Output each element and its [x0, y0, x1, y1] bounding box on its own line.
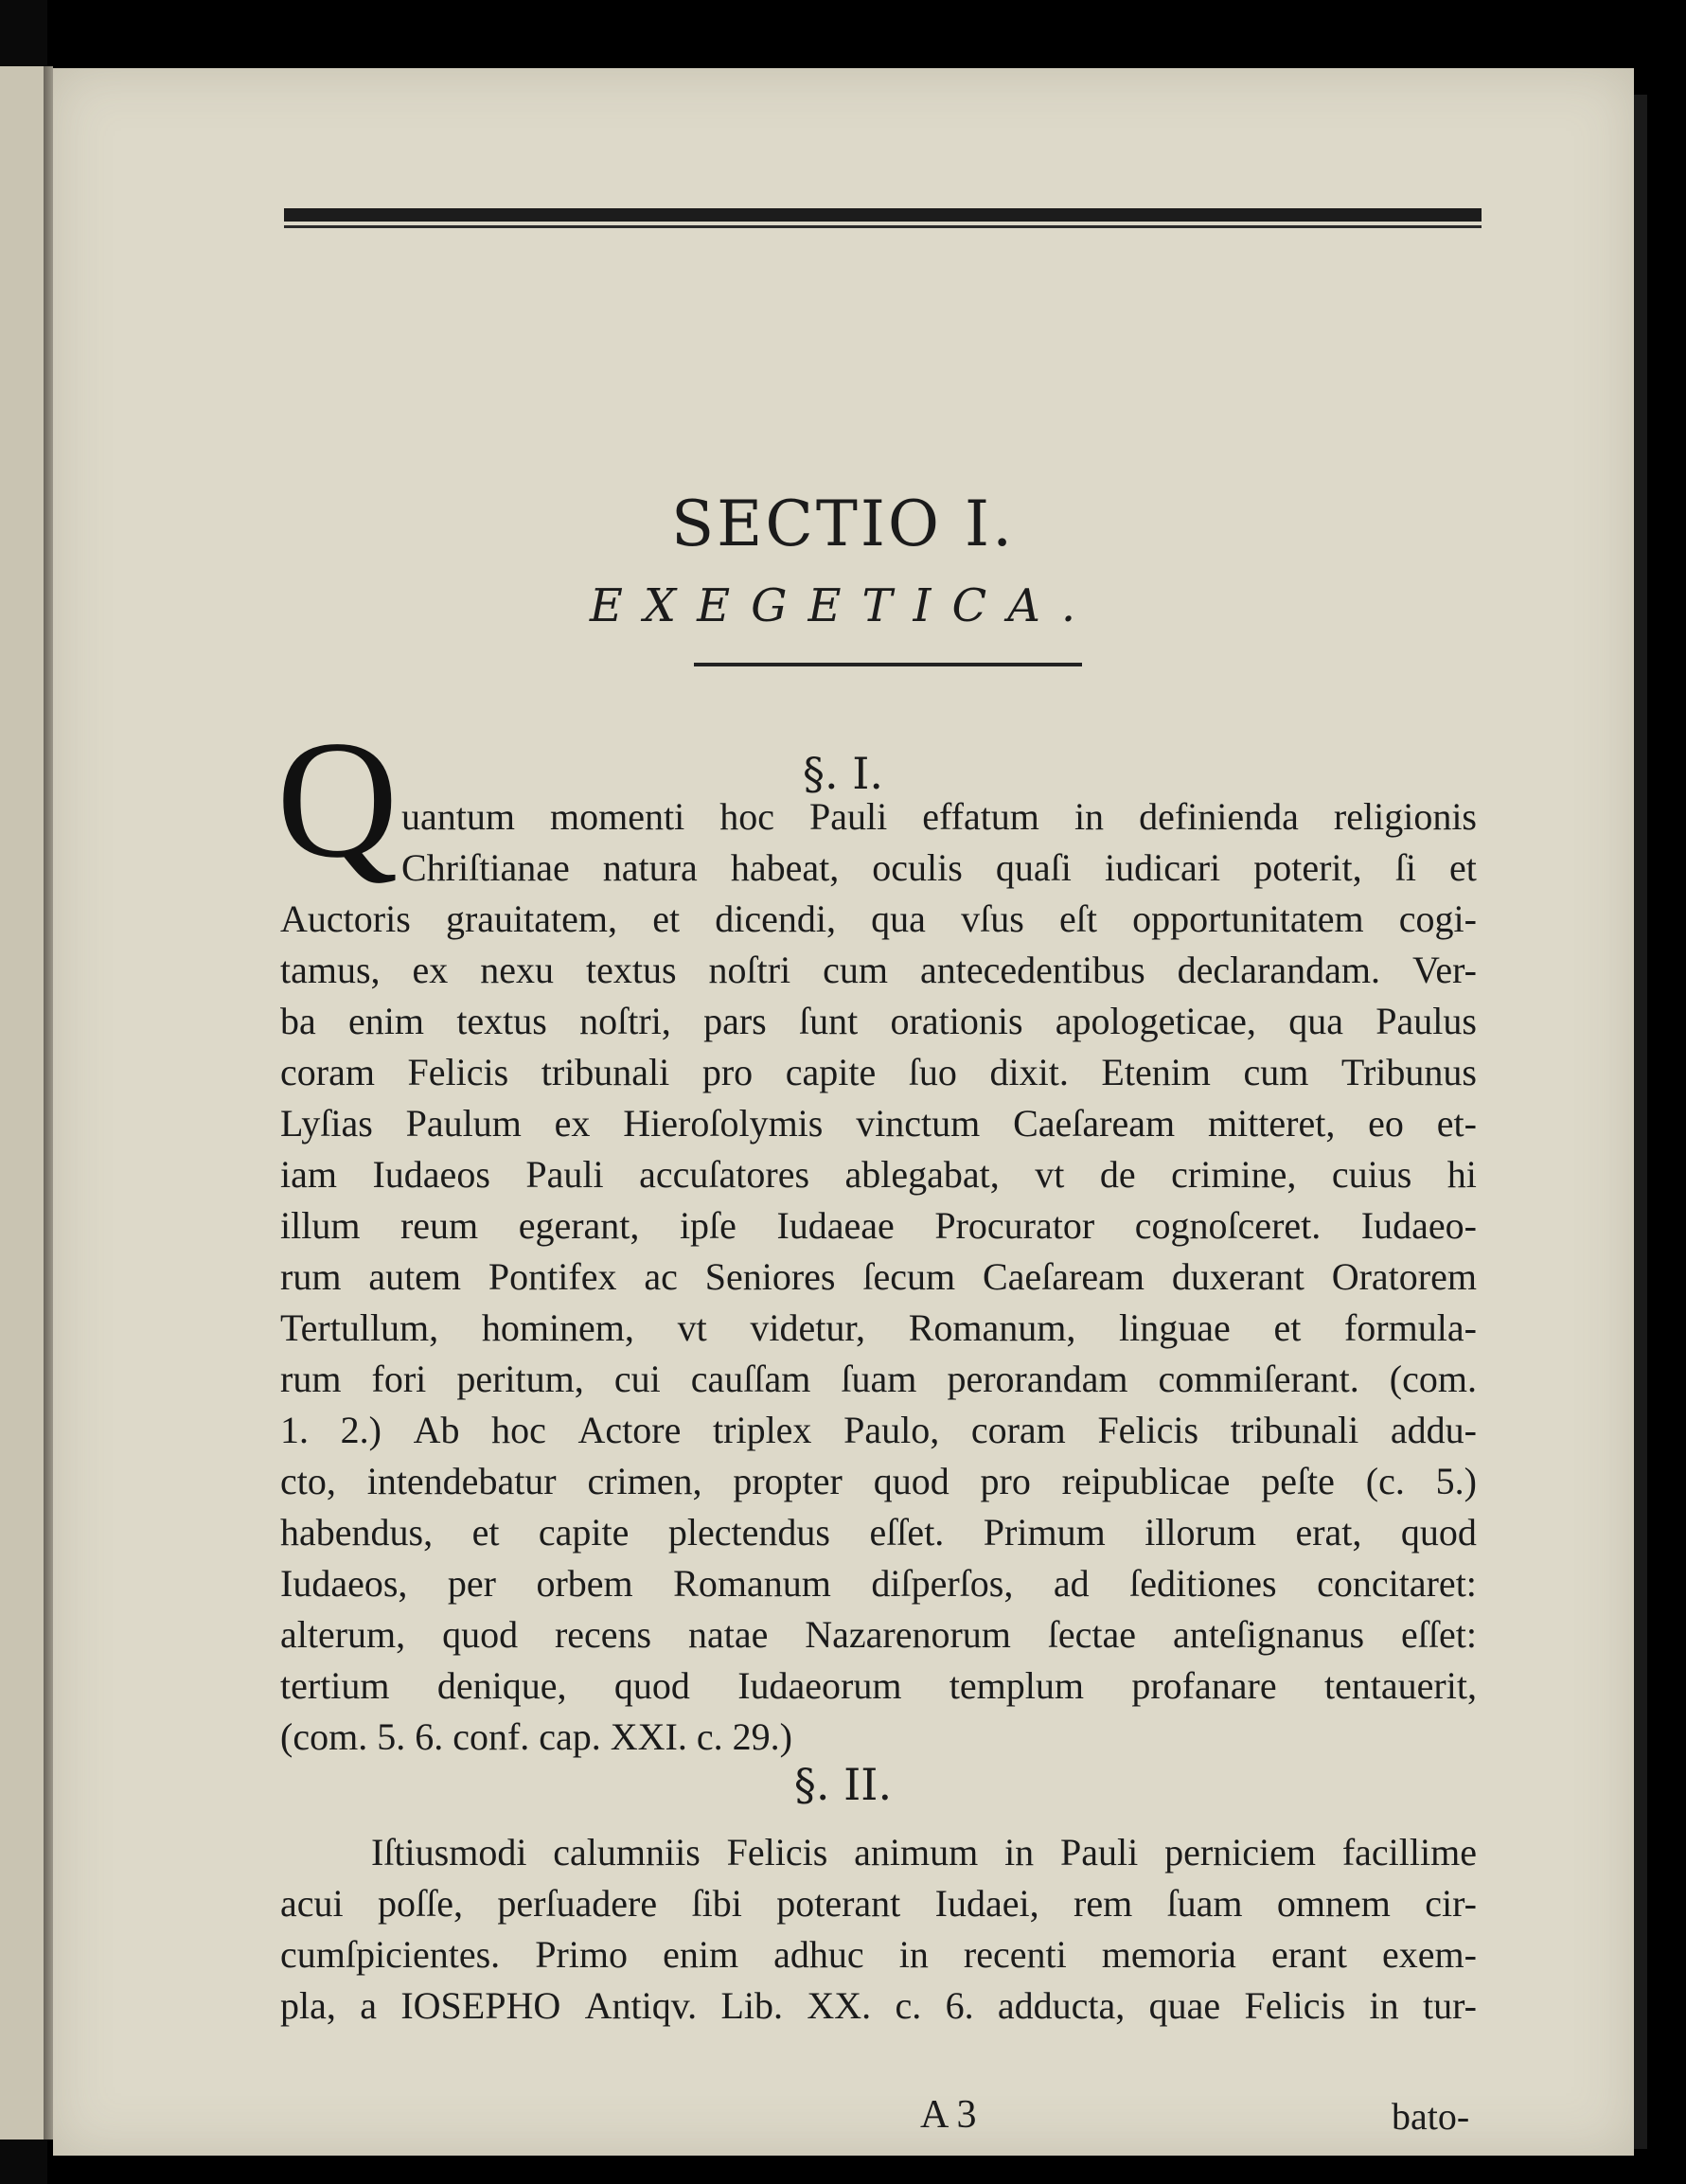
signature-mark: A 3	[920, 2093, 977, 2137]
paragraph-1-line: alterum, quod recens natae Nazarenorum ſectae anteſignanus eſſet:	[280, 1613, 1477, 1656]
section-title: SECTIO I.	[670, 488, 1016, 560]
paragraph-1-heading: §. I.	[802, 748, 884, 799]
header-ornamental-rule	[284, 208, 1482, 231]
paragraph-2-line: Iſtiusmodi calumniis Felicis animum in Pauli perniciem facillime	[371, 1831, 1477, 1873]
header-rule-thick	[284, 208, 1482, 222]
paragraph-1-line: rum autem Pontifex ac Seniores ſecum Caeſaream duxerant Oratorem	[280, 1255, 1477, 1298]
header-rule-thin	[284, 225, 1482, 228]
paragraph-1-line: Iudaeos, per orbem Romanum diſperſos, ad ſeditiones concitaret:	[280, 1562, 1477, 1605]
page-gutter	[44, 66, 53, 2140]
paragraph-1-line: uantum momenti hoc Pauli effatum in definienda religionis	[401, 795, 1477, 838]
paragraph-2-heading: §. II.	[793, 1759, 893, 1810]
page-right-edge-shadow	[1634, 95, 1647, 2149]
drop-cap: Q	[276, 705, 399, 893]
section-subtitle: EXEGETICA.	[589, 579, 1097, 632]
paragraph-1-line: cto, intendebatur crimen, propter quod pro reipublicae peſte (c. 5.)	[280, 1460, 1477, 1502]
section-divider-rule	[694, 663, 1082, 666]
paragraph-1-line: ba enim textus noſtri, pars ſunt orationis apologeticae, qua Paulus	[280, 1000, 1477, 1042]
paragraph-1-line: Lyſias Paulum ex Hieroſolymis vinctum Caeſaream mitteret, eo et-	[280, 1102, 1477, 1145]
paragraph-1-line: 1. 2.) Ab hoc Actore triplex Paulo, coram Felicis tribunali addu-	[280, 1409, 1477, 1451]
paragraph-1-line: rum fori peritum, cui cauſſam ſuam perorandam commiſerant. (com.	[280, 1358, 1477, 1400]
paragraph-1-line: illum reum egerant, ipſe Iudaeae Procurator cognoſceret. Iudaeo-	[280, 1204, 1477, 1247]
paragraph-2-line: pla, a IOSEPHO Antiqv. Lib. XX. c. 6. adducta, quae Felicis in tur-	[280, 1984, 1477, 2027]
previous-page-edge	[0, 66, 44, 2140]
paragraph-1-line: coram Felicis tribunali pro capite ſuo dixit. Etenim cum Tribunus	[280, 1051, 1477, 1093]
paragraph-2-line: cumſpicientes. Primo enim adhuc in recenti memoria erant exem-	[280, 1933, 1477, 1976]
paragraph-1-line: habendus, et capite plectendus eſſet. Primum illorum erat, quod	[280, 1511, 1477, 1554]
paragraph-1-line: Tertullum, hominem, vt videtur, Romanum, linguae et formula-	[280, 1306, 1477, 1349]
paragraph-2-line: acui poſſe, perſuadere ſibi poterant Iudaei, rem ſuam omnem cir-	[280, 1882, 1477, 1925]
paragraph-1-line: tertium denique, quod Iudaeorum templum profanare tentauerit,	[280, 1664, 1477, 1707]
catchword: bato-	[1392, 2095, 1470, 2138]
paragraph-1-line: (com. 5. 6. conf. cap. XXI. c. 29.)	[280, 1715, 792, 1758]
paragraph-1-line: tamus, ex nexu textus noſtri cum antecedentibus declarandam. Ver-	[280, 949, 1477, 991]
paragraph-1-line: iam Iudaeos Pauli accuſatores ablegabat, vt de crimine, cuius hi	[280, 1153, 1477, 1196]
paragraph-1-line: Auctoris grauitatem, et dicendi, qua vſus eſt opportunitatem cogi-	[280, 897, 1477, 940]
paragraph-1-line: Chriſtianae natura habeat, oculis quaſi iudicari poterit, ſi et	[401, 846, 1477, 889]
